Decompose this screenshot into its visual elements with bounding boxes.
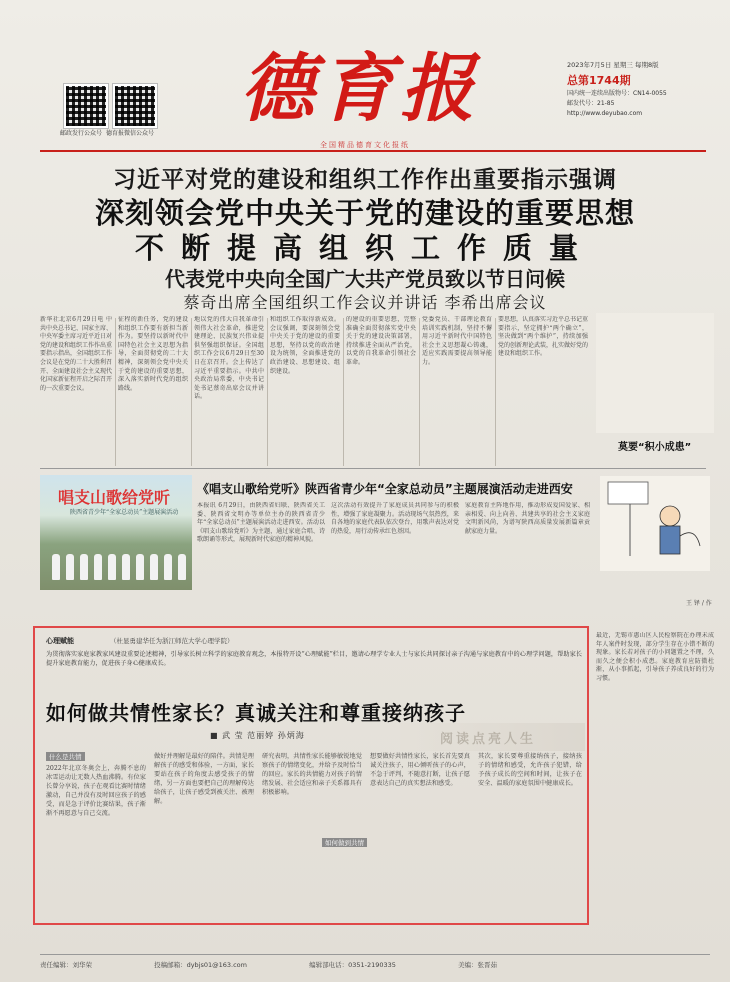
- headline-4: 代表党中央向全国广大共产党员致以节日问候: [165, 267, 565, 291]
- section-divider: [40, 468, 706, 469]
- issue-date: 2023年7月5日 星期三 每期8版: [567, 61, 659, 69]
- footer-email[interactable]: 投稿邮箱：dybjs01@163.com: [154, 961, 247, 969]
- masthead-divider: [40, 150, 706, 152]
- masthead-meta: [567, 60, 717, 118]
- photo-subtitle: 陕西省青少年“全家总动员”主题展演活动: [70, 509, 179, 516]
- lead-column-6: 党委党员、干部理论教育培训实践机制，坚持不懈用习近平新时代中国特色社会主义思想凝心铸魂，适应实践需要提高领导能力。: [422, 316, 492, 366]
- newspaper-logo: 德育报: [240, 46, 480, 132]
- title-art-text: 阅读点亮人生: [440, 732, 537, 747]
- middle-feature-headline: 《唱支山歌给党听》陕西省青少年“全家总动员”主题展演活动走进西安: [197, 482, 573, 496]
- qr-code-wechat[interactable]: [113, 84, 157, 128]
- psy-column-3: 研究表明，共情性家长能够敏锐地觉察孩子的情绪变化，并给予及时恰当的回应。家长的共情能力对孩子的情绪发展、社会适应和亲子关系都具有积极影响。: [262, 753, 362, 796]
- footer-designer: 美编：张晋茹: [458, 961, 497, 969]
- side-feature-box: [596, 313, 714, 433]
- headline-5: 蔡奇出席全国组织工作会议并讲话 李希出席会议: [183, 293, 547, 312]
- middle-column-1: 本报讯 6月29日，由陕西省妇联、陕西省关工委、陕西省文明办等单位主办的陕西省青少年“全家总动员”主题展演活动走进西安。活动以《唱支山歌给党听》为主题，通过家庭合唱、诗歌朗诵等形式，展现新时代家庭的精神风貌。: [197, 502, 325, 544]
- psychology-article-title: 如何做共情性家长？真诚关注和尊重接纳孩子: [46, 701, 466, 725]
- event-photo: [40, 475, 192, 590]
- headline-3: 不断提高组织工作质量: [134, 231, 595, 265]
- photo-title: 唱支山歌给党听: [58, 488, 171, 507]
- headline-1: 习近平对党的建设和组织工作作出重要指示强调: [113, 167, 617, 193]
- issue-number: 总第1744期: [567, 74, 631, 87]
- headline-2: 深刻领会党中央关于党的建设的重要思想: [94, 196, 635, 230]
- page-footer: [40, 960, 710, 969]
- lead-column-2: 征程的新任务，党的建设和组织工作要有新担当新作为。要坚持以新时代中国特色社会主义思想为指导，全面贯彻党的二十大精神，深刻领会党中央关于党的建设的重要思想，深入落实新时代党的组织路线。: [118, 316, 188, 392]
- side-feature-headline: 莫要“积小成患”: [618, 442, 692, 453]
- column-intro: 为贯彻落实家庭家教家风建设重要论述精神，引导家长树立科学的家庭教育观念，本报特开设“心理赋能”栏目，邀请心理学专业人士与家长共同探讨亲子沟通与家庭教育中的心理学问题，帮助家长提升家庭教育能力，促进孩子身心健康成长。: [46, 651, 582, 667]
- subtag-how-to-empathize: 如何做到共情: [322, 838, 367, 847]
- psy-column-1: 2022年北京冬奥会上，奔腾不息的冰雪运动让无数人热血沸腾。有位家长曾分享说，孩子在观看比赛时情绪激动，自己并没有及时回应孩子的感受，而是急于评价比赛结果，孩子渐渐不再愿意与自己交流。: [46, 765, 146, 817]
- middle-column-3: 家庭教育主阵地作用，推动形成爱国爱家、相亲相爱、向上向善、共建共享的社会主义家庭文明新风尚，为谱写陕西高质量发展新篇章贡献家庭力量。: [465, 502, 590, 535]
- lead-column-1: 新华社北京6月29日电 中共中央总书记、国家主席、中央军委主席习近平近日对党的建设和组织工作作出重要指示指出，全国组织工作会议是在党的二十大胜利召开、全面建设社会主义现代化国家新征程开启之际召开的一次重要会议。: [40, 316, 112, 392]
- article-authors: ■ 武 莹 范丽婷 孙炳海: [210, 731, 305, 740]
- cartoon-illustration: [600, 476, 710, 571]
- qr-right-caption: 德育报微信公众号: [106, 130, 155, 137]
- psy-column-4: 想要做好共情性家长，家长首先要真诚关注孩子，用心倾听孩子的心声，不急于评判，不随意打断，让孩子愿意表达自己的真实想法和感受。: [370, 753, 470, 787]
- qr-left-caption: 邮政发行公众号: [60, 130, 103, 137]
- psy-column-5: 其次，家长要尊重接纳孩子，接纳孩子的情绪和感受，允许孩子犯错，给予孩子成长的空间和时间，让孩子在安全、温暖的家庭氛围中健康成长。: [478, 753, 582, 787]
- right-column-text: 最近，无锡市惠山区人民检察院在办理未成年人案件时发现，部分学生存在小错不断的现象。家长若对孩子的小问题置之不理，久而久之便会积小成患。家庭教育应防微杜渐，从小事抓起，引导孩子养成良好的行为习惯。: [596, 632, 714, 682]
- subtag-what-is-empathy: 什么是共情: [46, 752, 85, 761]
- lead-column-7: 要思想，认真落实习近平总书记重要指示，坚定拥护“两个确立”，坚决做到“两个维护”，持续加强党的创新理论武装，扎实做好党的建设和组织工作。: [498, 316, 588, 358]
- website[interactable]: http://www.deyubao.com: [567, 110, 643, 118]
- middle-column-2: 这次活动有效提升了家庭成员共同参与的积极性，增强了家庭凝聚力。活动现场气氛热烈，来自各地的家庭代表队依次登台，用歌声表达对党的热爱，用行动传承红色基因。: [331, 502, 459, 535]
- column-source: （杜显勇建华任为浙江师范大学心理学院）: [110, 637, 234, 645]
- footer-phone: 编辑部电话：0351-2190335: [309, 961, 396, 969]
- masthead-slogan: 全国精品德育文化报纸: [320, 141, 410, 149]
- qr-code-postal[interactable]: [64, 84, 108, 128]
- cartoon-caption: 王 铎 / 作: [686, 600, 712, 607]
- psy-column-2: 做好并理解是最好的陪伴。共情是理解孩子的感受和体验，一方面，家长要站在孩子的角度去感受孩子的情绪，另一方面也要把自己的理解传达给孩子，让孩子感受到被关注、被理解。: [154, 753, 254, 805]
- lead-column-5: 的建设的重要思想，完整准确全面贯彻落实党中央关于党的建设决策部署，持续推进全面从严治党，以党的自我革命引领社会革命。: [346, 316, 416, 366]
- cn-code: 国内统一连续出版物号：CN14-0055: [567, 90, 667, 97]
- lead-column-4: 和组织工作取得新成效。会议强调，要深刻领会党中央关于党的建设的重要思想，坚持以党的政治建设为统领，全面推进党的政治建设、思想建设、组织建设。: [270, 316, 340, 375]
- post-code: 邮发代号：21-85: [567, 100, 615, 108]
- footer-rule: [40, 954, 710, 955]
- footer-editor: 责任编辑：刘华荣: [40, 961, 92, 969]
- lead-column-3: 地以党的伟大自我革命引领伟大社会革命，推进党建理论、民族复兴伟业提供坚强组织保证。全国组织工作会议6月29日至30日在京召开。会上传达了习近平重要指示。中共中央政治局常委、中央书记处书记蔡奇出席会议并讲话。: [194, 316, 264, 401]
- column-label: 心理赋能: [46, 636, 74, 645]
